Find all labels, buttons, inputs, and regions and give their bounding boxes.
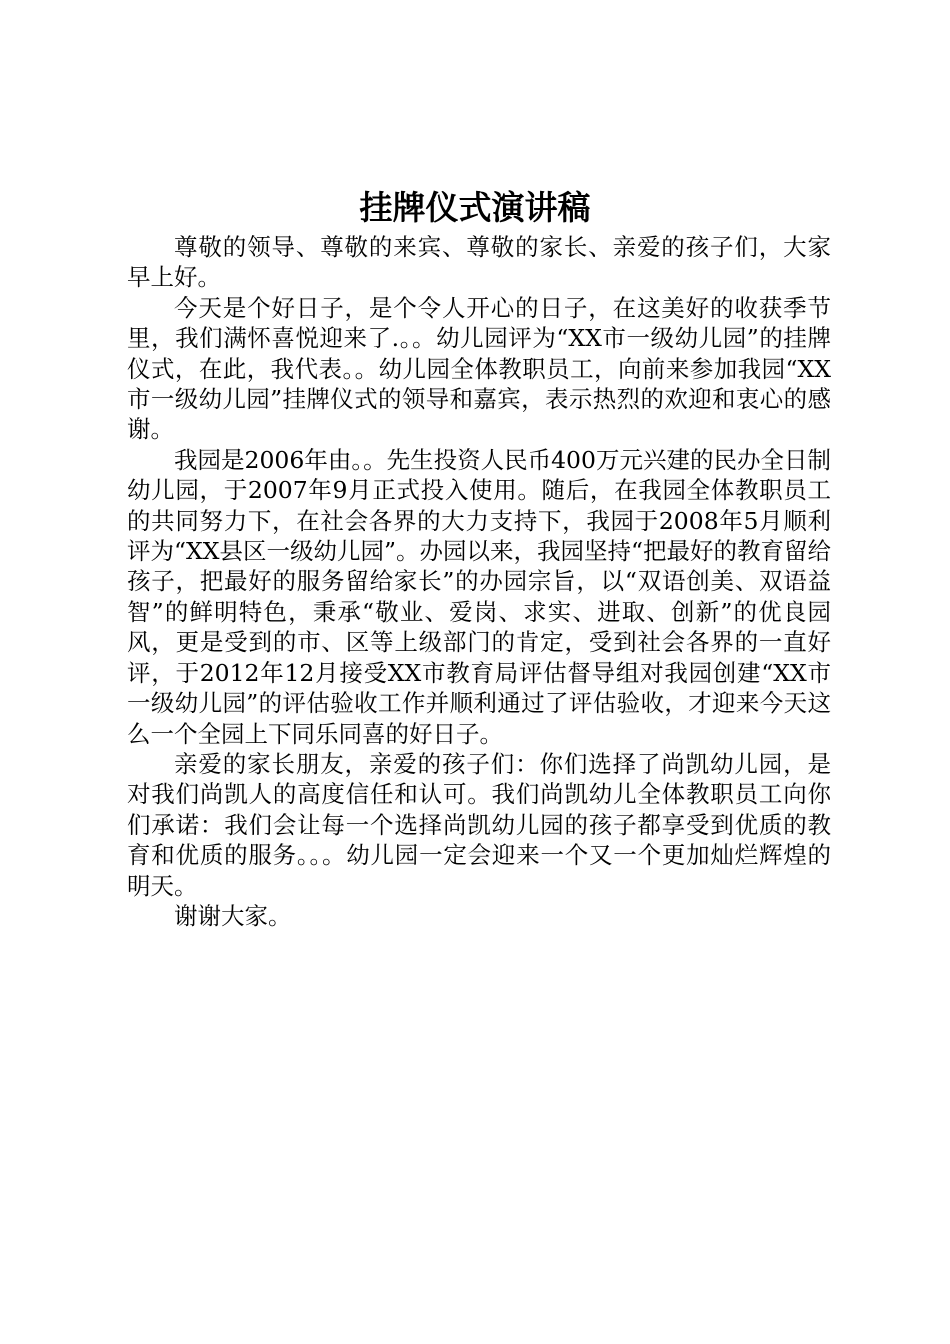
paragraph-history: 我园是2006年由。。先生投资人民币400万元兴建的民办全日制幼儿园，于2007年9月正式投入使用。随后，在我园全体教职员工的共同努力下，在社会各界的大力支持下，我园于2008年5月顺利评为“XX县区一级幼儿园”。办园以来，我园坚持“把最好的教育留给孩子，把最好的服务留给家长”的办园宗旨，以“双语创美、双语益智”的鲜明特色，秉承“敬业、爱岗、求实、进取、创新”的优良园风，更是受到的市、区等上级部门的肯定，受到社会各界的一直好评，于2012年12月接受XX市教育局评估督导组对我园创建“XX市一级幼儿园”的评估验收工作并顺利通过了评估验收，才迎来今天这么一个全园上下同乐同喜的好日子。 bbox=[127, 445, 832, 748]
paragraph-welcome: 今天是个好日子，是个令人开心的日子，在这美好的收获季节里，我们满怀喜悦迎来了.。。幼儿园评为“XX市一级幼儿园”的挂牌仪式，在此，我代表。。幼儿园全体教职员工，向前来参加我园“XX市一级幼儿园”挂牌仪式的领导和嘉宾，表示热烈的欢迎和衷心的感谢。 bbox=[127, 293, 831, 444]
document-title: 挂牌仪式演讲稿 bbox=[359, 188, 591, 227]
paragraph-promise: 亲爱的家长朋友，亲爱的孩子们：你们选择了尚凯幼儿园，是对我们尚凯人的高度信任和认可。我们尚凯幼儿全体教职员工向你们承诺：我们会让每一个选择尚凯幼儿园的孩子都享受到优质的教育和优质的服务。。。幼儿园一定会迎来一个又一个更加灿烂辉煌的明天。 bbox=[127, 749, 831, 900]
paragraph-thanks: 谢谢大家。 bbox=[174, 901, 292, 930]
paragraph-greeting: 尊敬的领导、尊敬的来宾、尊敬的家长、亲爱的孩子们，大家早上好。 bbox=[127, 233, 831, 292]
document-body bbox=[127, 232, 831, 931]
